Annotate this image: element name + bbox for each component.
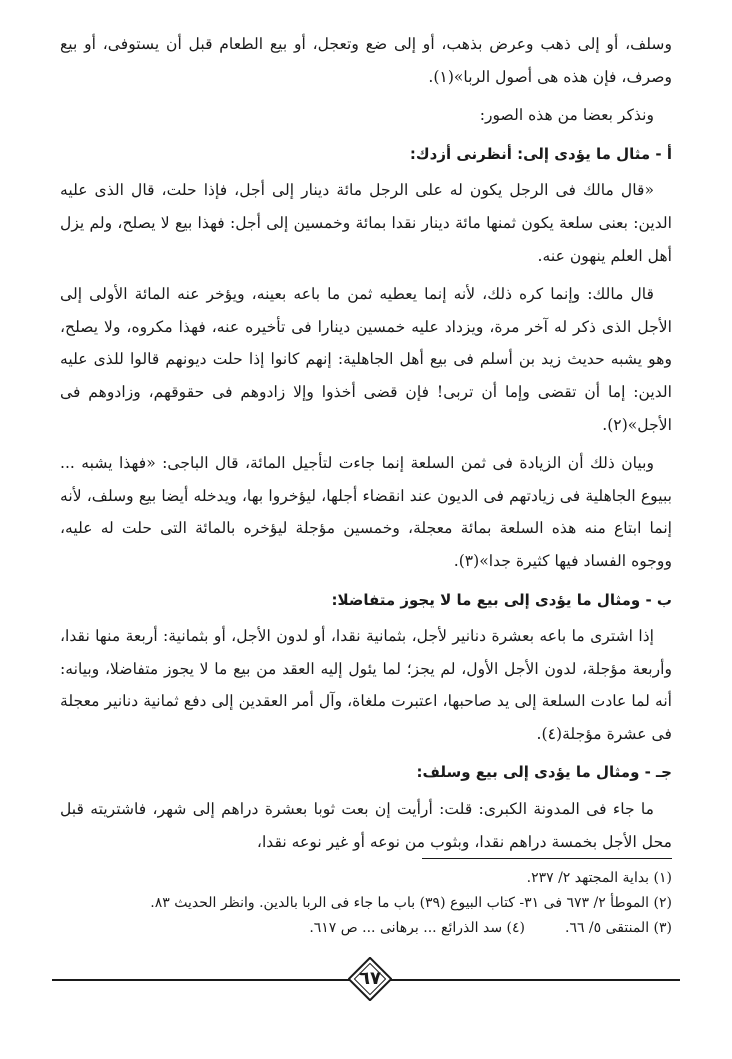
page-number: ٦٧: [359, 968, 381, 989]
footnote-row: [60, 916, 672, 941]
section-heading-a: أ - مثال ما يؤدى إلى: أنظرنى أزدك:: [409, 144, 672, 163]
section-heading-b: ب - ومثال ما يؤدى إلى بيع ما لا يجوز متفاضلا:: [331, 590, 672, 609]
footnote-divider: [422, 858, 672, 859]
paragraph: قال مالك: وإنما كره ذلك، لأنه إنما يعطيه ثمن ما باعه بعينه، ويؤخر عنه المائة الأولى إلى الأجل الذى ذكر له آخر مرة، ويزداد عليه خمسين دينارا فى تأخيره عنه، فهذا مكروه، ولا يصلح، وهو يشبه حديث زيد بن أسلم فى بيع أهل الجاهلية: إنهم كانوا إذا حلت ديونهم قالوا للذى عليه الدين: إما أن تقضى وإما أن تربى! فإن قضى أخذوا وإلا زادوهم فى حقوقهم، وزادوهم فى الأجل»(٢).: [60, 285, 672, 434]
footnote-2: (٢) الموطأ ٢/ ٦٧٣ فى ٣١- كتاب البيوع (٣٩) باب ما جاء فى الربا بالدين. وانظر الحديث ٨٣.: [150, 895, 672, 911]
paragraph: «قال مالك فى الرجل يكون له على الرجل مائة دينار إلى أجل، فإذا حلت، قال الذى عليه الدين: بعنى سلعة يكون ثمنها مائة دينار نقدا بمائة وخمسين إلى أجل: فهذا بيع لا يصلح، ولم يزل أهل العلم ينهون عنه.: [60, 181, 672, 265]
body-text: [60, 28, 672, 864]
footnote-3: (٣) المنتقى ٥/ ٦٦.: [564, 920, 672, 936]
paragraph: إذا اشترى ما باعه بعشرة دنانير لأجل، بثمانية نقدا، أو لدون الأجل، أو بثمانية: أربعة منها نقدا، وأربعة مؤجلة، لدون الأجل الأول، لم يجز؛ لما يئول إليه العقد من بيع ما لا يجوز متفاضلا، وبيانه: أنه لما عادت السلعة إلى يد صاحبها، اعتبرت ملغاة، وآل أمر العقدين إلى دفع ثمانية دنانير معجلة فى عشرة مؤجلة(٤).: [60, 627, 672, 743]
paragraph: ما جاء فى المدونة الكبرى: قلت: أرأيت إن بعت ثوبا بعشرة دراهم إلى شهر، فاشتريته قبل محل الأجل بخمسة دراهم نقدا، وبثوب من نوعه أو غير نوعه نقدا،: [60, 800, 672, 851]
footnote-4: (٤) سد الذرائع ... برهانى ... ص ٦١٧.: [309, 920, 525, 936]
footnote-1: (١) بداية المجتهد ٢/ ٢٣٧.: [526, 870, 672, 886]
section-heading-c: جـ - ومثال ما يؤدى إلى بيع وسلف:: [416, 763, 672, 782]
intro-lead: ونذكر بعضا من هذه الصور:: [479, 106, 654, 125]
intro-paragraph: وسلف، أو إلى ذهب وعرض بذهب، أو إلى ضع وتعجل، أو بيع الطعام قبل أن يستوفى، أو بيع وصرف، فإن هذه هى أصول الربا»(١).: [60, 35, 672, 86]
paragraph: وبيان ذلك أن الزيادة فى ثمن السلعة إنما جاءت لتأجيل المائة، قال الباجى: «فهذا يشبه ... ببيوع الجاهلية فى زيادتهم فى الديون عند انقضاء أجلها، ليؤخروا بها، ويدخله أيضا بيع وسلف، لأنه إنما ابتاع منه هذه السلعة بمائة معجلة، وخمسين مؤجلة ليؤخره بالمائة التى حلت له عليه، ووجوه الفساد فيها كثيرة جدا»(٣).: [60, 454, 672, 570]
footnotes: [60, 866, 672, 941]
